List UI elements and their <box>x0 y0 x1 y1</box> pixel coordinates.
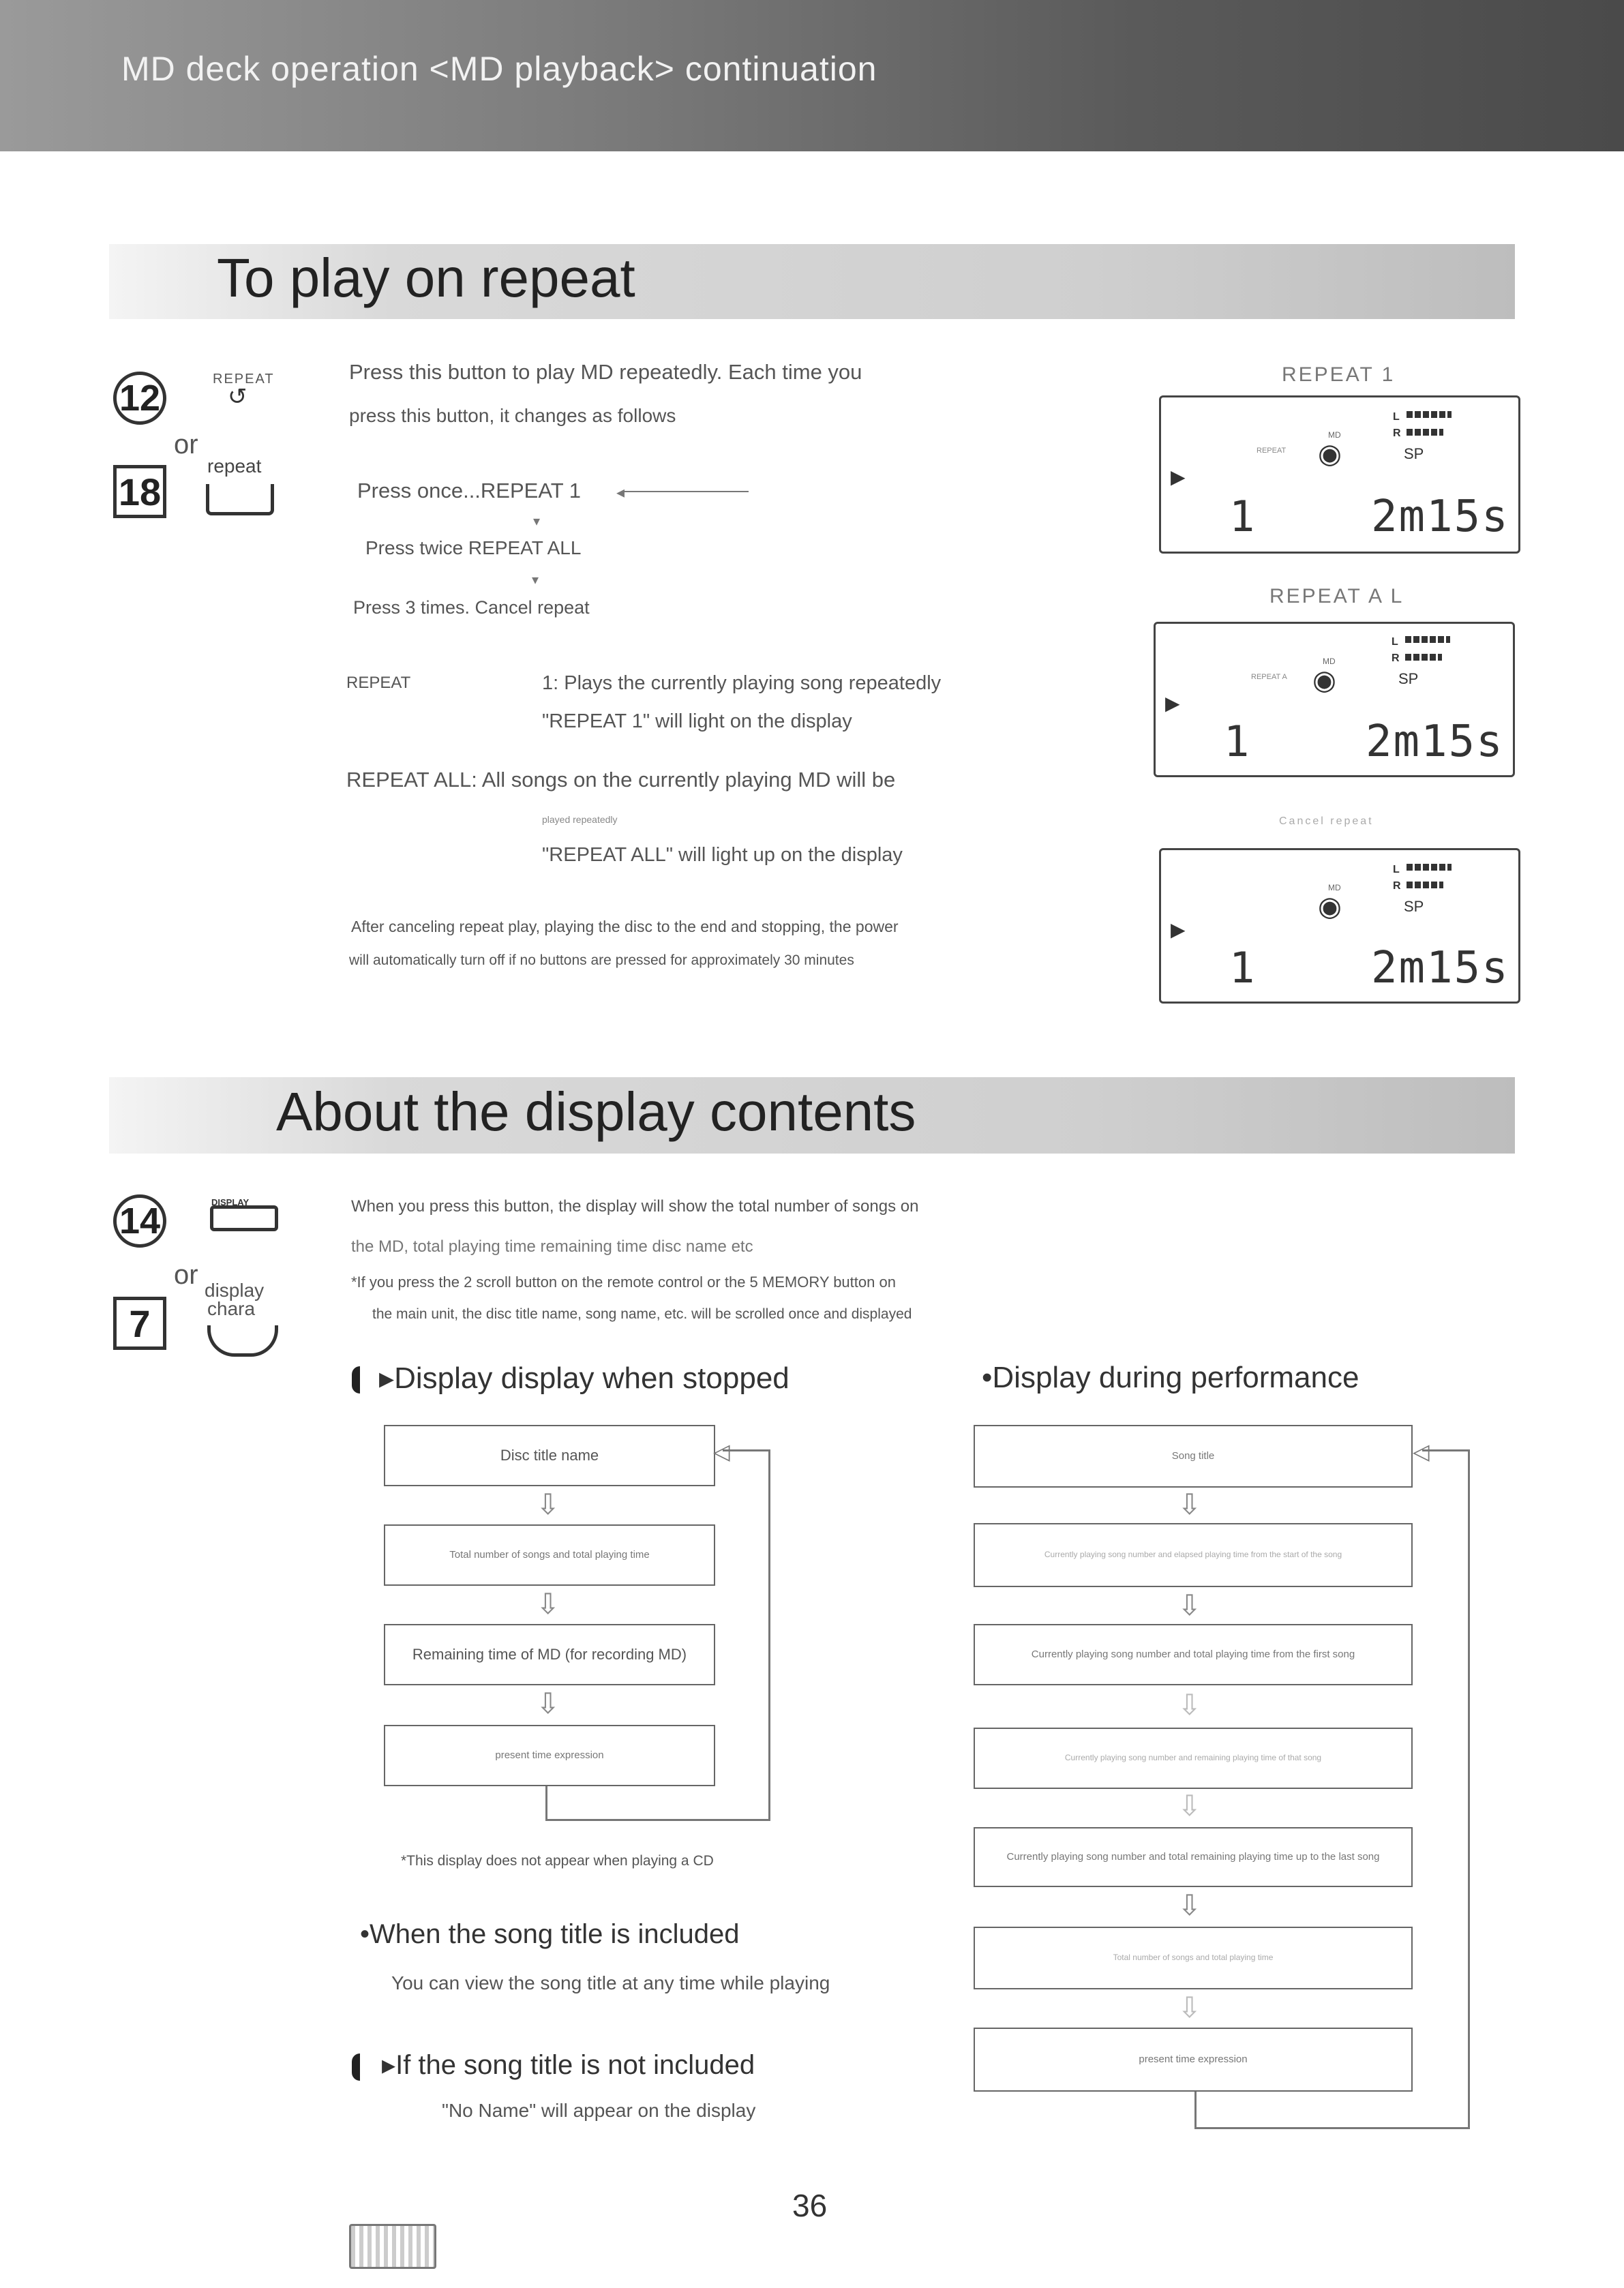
loop-line <box>545 1786 547 1820</box>
display-intro-line3: *If you press the 2 scroll button on the remote control or the 5 MEMORY button on <box>351 1274 896 1291</box>
device-thumbnail-icon <box>349 2224 436 2269</box>
flow-arrow-icon: ⇩ <box>1177 1488 1202 1520</box>
display-intro-line1: When you press this button, the display will show the total number of songs on <box>351 1197 919 1216</box>
flow-box: Currently playing song number and remaining playing time of that song <box>974 1728 1413 1789</box>
repeatall-desc2: "REPEAT ALL" will light up on the display <box>542 844 903 866</box>
repeat-button-label: REPEAT <box>213 372 275 387</box>
title-included-heading: •When the song title is included <box>360 1919 740 1949</box>
loop-arrow-icon: ◁ <box>713 1439 730 1464</box>
disc-icon: ◉ <box>1312 665 1336 695</box>
display-chara-label-line1: display <box>205 1280 265 1301</box>
lcd1-md: MD <box>1328 430 1341 440</box>
button-number-12: 12 <box>113 372 166 425</box>
level-meter-r <box>1407 882 1443 888</box>
flow-box: present time expression <box>384 1725 715 1786</box>
section-title-repeat: To play on repeat <box>217 247 635 308</box>
lcd1-sp: SP <box>1404 445 1424 462</box>
remote-repeat-label: repeat <box>207 455 262 477</box>
flow-arrow-icon: ⇩ <box>1177 1790 1202 1822</box>
repeat-note2: will automatically turn off if no buttons are pressed for approximately 30 minutes <box>349 952 854 968</box>
loop-line <box>768 1449 770 1821</box>
display-button[interactable] <box>210 1205 278 1231</box>
play-indicator-icon: ▶ <box>1165 693 1180 714</box>
flow-box: Disc title name <box>384 1425 715 1486</box>
loop-line <box>545 1819 770 1821</box>
lcd2-sp: SP <box>1398 670 1419 687</box>
flow-arrow-icon: ⇩ <box>1177 1689 1202 1721</box>
lcd2-r: R <box>1392 652 1400 664</box>
title-not-included-text: "No Name" will appear on the display <box>442 2100 756 2121</box>
display-chara-label-line2: chara <box>207 1297 256 1319</box>
repeat-intro-line2: press this button, it changes as follows <box>349 405 676 426</box>
title-not-included-heading: ▸If the song title is not included <box>382 2050 755 2080</box>
heading-bullet-icon <box>352 2053 360 2081</box>
remote-repeat-button[interactable] <box>206 484 274 515</box>
loop-line <box>1194 2127 1470 2129</box>
repeat1-desc1: 1: Plays the currently playing song repeatedly <box>542 672 942 694</box>
flow-box: Song title <box>974 1425 1413 1488</box>
flow-arrow-icon: ⇩ <box>536 1588 560 1620</box>
seq-press-three: Press 3 times. Cancel repeat <box>353 597 590 618</box>
button-number-7: 7 <box>113 1297 166 1350</box>
level-meter-l <box>1405 636 1450 643</box>
flow-arrow-icon: ⇩ <box>1177 1589 1202 1621</box>
lcd3-track: 1 <box>1229 943 1255 993</box>
level-meter-r <box>1407 429 1443 436</box>
display-chara-label <box>205 1282 264 1318</box>
loop-line <box>1468 1449 1470 2129</box>
lcd2-l: L <box>1392 636 1399 648</box>
level-meter-l <box>1407 864 1452 871</box>
loop-line <box>1194 2092 1197 2128</box>
flow-arrow-icon: ⇩ <box>536 1488 560 1520</box>
stopped-heading: ▸Display display when stopped <box>379 1361 790 1395</box>
display-intro-line2: the MD, total playing time remaining time disc name etc <box>351 1237 753 1256</box>
level-meter-r <box>1405 654 1442 661</box>
heading-bullet-icon <box>352 1366 360 1394</box>
lcd2-caption: REPEAT A L <box>1269 585 1404 607</box>
repeat-note1: After canceling repeat play, playing the disc to the end and stopping, the power <box>351 918 899 935</box>
repeat-intro-line1: Press this button to play MD repeatedly. Each time you <box>349 360 862 384</box>
lcd3-sp: SP <box>1404 898 1424 915</box>
flow-box: Remaining time of MD (for recording MD) <box>384 1624 715 1685</box>
seq-return-arrow-line <box>622 491 749 492</box>
play-indicator-icon: ▶ <box>1171 919 1186 940</box>
lcd3-l: L <box>1393 864 1400 875</box>
disc-icon: ◉ <box>1318 439 1342 469</box>
loop-arrow-icon: ◁ <box>1413 1439 1430 1464</box>
stopped-note: *This display does not appear when playing a CD <box>401 1853 714 1869</box>
lcd1-l: L <box>1393 411 1400 423</box>
seq-down-arrow-icon: ▾ <box>533 514 541 529</box>
repeat-icon: ↺ <box>228 384 247 410</box>
play-indicator-icon: ▶ <box>1171 466 1186 487</box>
display-button-label: DISPLAY <box>211 1197 250 1207</box>
flow-arrow-icon: ⇩ <box>1177 1889 1202 1921</box>
flow-box: Total number of songs and total playing time <box>384 1524 715 1586</box>
flow-box: Currently playing song number and elapsed playing time from the start of the song <box>974 1523 1413 1587</box>
seq-press-once: Press once...REPEAT 1 <box>357 479 581 502</box>
flow-box: present time expression <box>974 2028 1413 2092</box>
lcd2-track: 1 <box>1224 717 1250 766</box>
lcd2-mode: REPEAT A <box>1251 673 1287 681</box>
repeat1-desc2: "REPEAT 1" will light on the display <box>542 710 852 732</box>
repeatall-desc1: REPEAT ALL: All songs on the currently playing MD will be <box>346 768 896 792</box>
flow-box: Currently playing song number and total playing time from the first song <box>974 1624 1413 1685</box>
button-number-14: 14 <box>113 1194 166 1248</box>
header-title: MD deck operation <MD playback> continuation <box>121 50 877 88</box>
lcd3-caption: Cancel repeat <box>1279 815 1374 827</box>
repeat1-key: REPEAT <box>346 674 411 692</box>
lcd3-r: R <box>1393 880 1402 892</box>
or-label: or <box>174 430 198 460</box>
seq-down-arrow-icon-2: ▾ <box>532 573 539 588</box>
performance-heading: •Display during performance <box>982 1361 1359 1394</box>
display-intro-line4: the main unit, the disc title name, song name, etc. will be scrolled once and displayed <box>372 1306 912 1322</box>
level-meter-l <box>1407 411 1452 418</box>
flow-arrow-icon: ⇩ <box>1177 1991 1202 2023</box>
lcd2-time: 2m15s <box>1366 717 1504 767</box>
seq-press-twice: Press twice REPEAT ALL <box>365 537 582 558</box>
lcd-display-2 <box>1154 622 1515 777</box>
lcd3-md: MD <box>1328 883 1341 892</box>
lcd1-time: 2m15s <box>1371 492 1509 542</box>
or-label-2: or <box>174 1260 198 1290</box>
page-number: 36 <box>792 2188 828 2223</box>
flow-arrow-icon: ⇩ <box>536 1687 560 1719</box>
display-chara-button[interactable] <box>207 1325 278 1357</box>
lcd-display-1 <box>1159 395 1520 554</box>
lcd1-mode: REPEAT <box>1257 447 1287 455</box>
lcd-display-3 <box>1159 848 1520 1004</box>
lcd3-time: 2m15s <box>1371 943 1509 993</box>
button-number-18: 18 <box>113 465 166 518</box>
section-title-display: About the display contents <box>276 1081 916 1142</box>
lcd1-r: R <box>1393 427 1402 439</box>
lcd2-md: MD <box>1323 657 1336 666</box>
seq-arrow-head-icon: ◂ <box>616 483 625 502</box>
lcd1-caption: REPEAT 1 <box>1282 363 1396 386</box>
disc-icon: ◉ <box>1318 892 1342 922</box>
flow-box: Currently playing song number and total remaining playing time up to the last song <box>974 1827 1413 1887</box>
repeatall-desc-small: played repeatedly <box>542 814 618 825</box>
lcd1-track: 1 <box>1229 492 1255 541</box>
title-included-text: You can view the song title at any time while playing <box>391 1972 830 1993</box>
flow-box: Total number of songs and total playing time <box>974 1927 1413 1989</box>
